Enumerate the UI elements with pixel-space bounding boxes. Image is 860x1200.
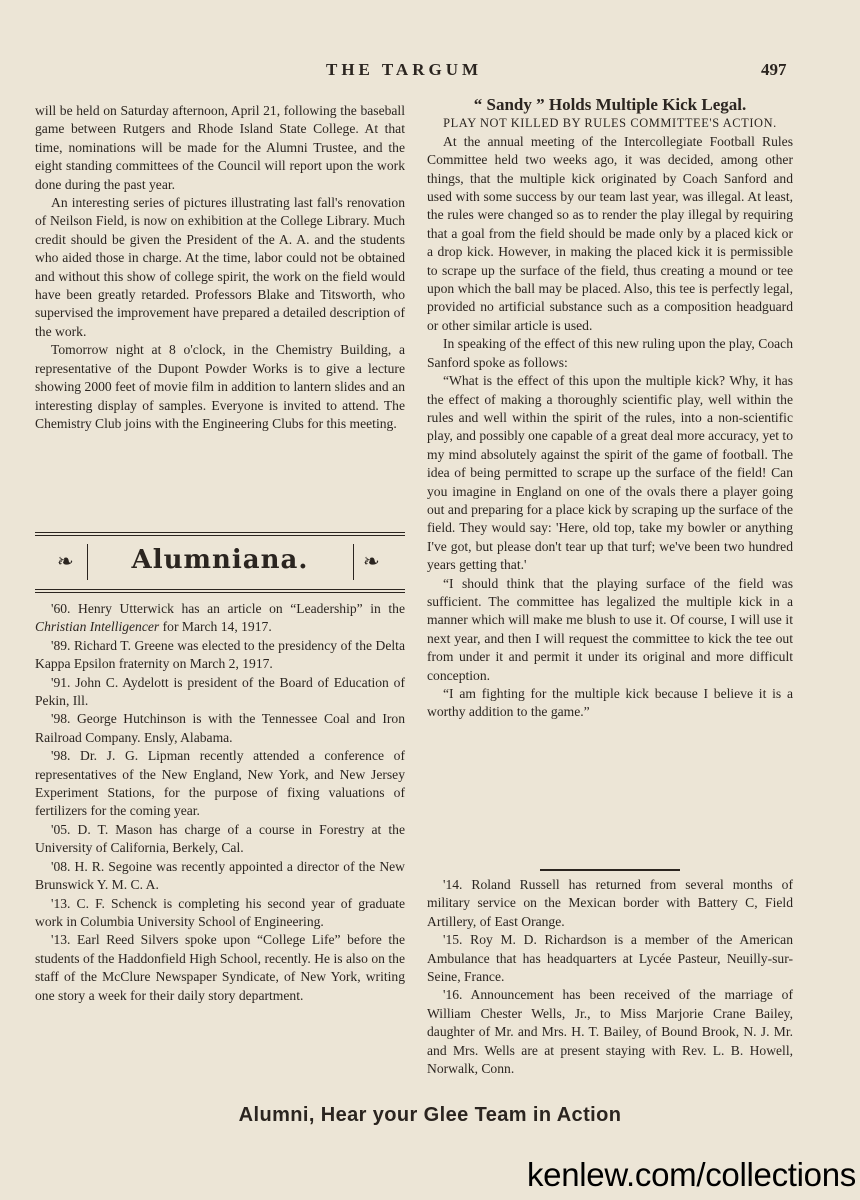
alumni-entry: '05. D. T. Mason has charge of a course in Forestry at the University of California, Berkely, Cal. — [35, 821, 405, 856]
alumni-entry: '98. Dr. J. G. Lipman recently attended a conference of representatives of the New England, New York, and New Jersey Experiment Stations, for the purpose of fixing valuations of fertilizers for the coming year. — [35, 748, 405, 819]
alumniana-heading-box — [35, 532, 405, 594]
glee-team-banner: Alumni, Hear your Glee Team in Action — [238, 1104, 622, 1126]
paragraph-council-meeting: will be held on Saturday afternoon, April 21, following the baseball game between Rutgers and Rhode Island State College. At that time, nominations will be made for the Alumni Trustee, and the eight standing committees of the Council will report upon the work done during the past year. — [35, 103, 405, 192]
paragraph-chemistry-lecture: Tomorrow night at 8 o'clock, in the Chemistry Building, a representative of the Dupont Powder Works is to give a lecture showing 2000 feet of movie film in addition to lantern slides and an interesting display of samples. Everyone is invited to attend. The Chemistry Club joins with the Engineering Clubs for this meeting. — [35, 342, 405, 431]
left-column — [35, 102, 405, 433]
alumni-entry: '08. H. R. Segoine was recently appointed a director of the New Brunswick Y. M. C. A. — [35, 858, 405, 893]
right-divider — [353, 544, 354, 580]
bottom-rule-double — [35, 592, 405, 593]
article-column — [427, 96, 793, 722]
top-rule-double — [35, 535, 405, 536]
alumni-note: '16. Announcement has been received of the marriage of William Chester Wells, Jr., to Miss Marjorie Crane Bailey, daughter of Mr. and Mrs. H. T. Bailey, of Bound Brook, N. J. Mr. and Mrs. Wells are at present staying with Rev. L. B. Howell, Norwalk, Conn. — [427, 987, 793, 1077]
alumni-note: '15. Roy M. D. Richardson is a member of the American Ambulance that has headquarters at Lycée Pasteur, Neuilly-sur-Seine, France. — [427, 932, 793, 985]
alumni-entry: '13. C. F. Schenck is completing his second year of graduate work in Columbia University School of Engineering. — [35, 895, 405, 929]
article-paragraph: At the annual meeting of the Intercollegiate Football Rules Committee held two weeks ago, it was decided, among other things, that the multiple kick originated by Coach Sanford and used with some success by our team last year, was illegal. At least, the rules were changed so as to render the play illegal by requiring that a goal from the field should be made only by a placed kick or a drop kick. However, in making the placed kick it is permissible to scrape up the surface of the field, thus creating a mound or tee upon which the ball may be placed. Also, this tee is perfectly legal, provided no artificial substance such as a composition headguard or other similar article is used. — [427, 133, 793, 333]
alumni-entry: '89. Richard T. Greene was elected to the presidency of the Delta Kappa Epsilon fraternity on March 2, 1917. — [35, 637, 405, 672]
running-head — [0, 60, 860, 84]
article-paragraph: “What is the effect of this upon the multiple kick? Why, it has the effect of making a thoroughly scientific play, well within the rules and well within the spirit of the rules, into a non-scientific play, and possibly one capable of a great deal more accuracy, yet to my mind absolutely against the spirit of the game of football. The idea of being permitted to scrape up the surface of the field! Can you imagine in England on one of the ovals there a player going out and preparing for a place kick by scraping up the surface of the field. They would say: 'Here, old top, take my bowler or anything I've got, but please don't tear up that turf; we've been two hundred years getting that.' — [427, 373, 793, 573]
article-paragraph: “I should think that the playing surface of the field was sufficient. The committee has legalized the multiple kick in a manner which will make me blush to use it. Of course, I will use it next year, and then I will request the committee to kick the tee out from under it and permit it under its original and more difficult conception. — [427, 575, 793, 683]
right-ornament-icon: ❧ — [363, 551, 380, 573]
collection-watermark: kenlew.com/collections — [526, 1156, 856, 1193]
masthead: THE TARGUM — [326, 60, 483, 79]
alumni-notes-column — [427, 876, 793, 1078]
section-separator — [540, 869, 680, 871]
alumniana-title: Alumniana. — [131, 545, 309, 575]
alumni-entry: '60. Henry Utterwick has an article on “Leadership” in the Christian Intelligencer for March 14, 1917. — [35, 601, 405, 635]
top-rule — [35, 532, 405, 533]
left-divider — [87, 544, 88, 580]
bottom-rule — [35, 589, 405, 590]
page-number: 497 — [761, 60, 787, 79]
alumniana-column — [35, 600, 405, 1005]
alumni-entry: '91. John C. Aydelott is president of the Board of Education of Pekin, Ill. — [35, 674, 405, 709]
paragraph-neilson-field: An interesting series of pictures illustrating last fall's renovation of Neilson Field, is now on exhibition at the College Library. Much credit should be given the President of the A. A. and the students who aided those in charge. At the time, labor could not be obtained and without this show of college spirit, the work on the field would have been greatly retarded. Professors Blake and Titsworth, who supervised the improvement have prepared a detailed description of the work. — [35, 195, 405, 339]
article-paragraph: “I am fighting for the multiple kick because I believe it is a worthy addition to the game.” — [427, 686, 793, 720]
alumni-note: '14. Roland Russell has returned from several months of military service on the Mexican border with Battery C, Field Artillery, of East Orange. — [427, 877, 793, 929]
left-ornament-icon: ❧ — [57, 551, 74, 573]
article-paragraph: In speaking of the effect of this new ruling upon the play, Coach Sanford spoke as follows: — [427, 336, 793, 370]
alumni-entry: '13. Earl Reed Silvers spoke upon “College Life” before the students of the Haddonfield High School, recently. He is also on the staff of the McClure Newspaper Syndicate, of New York, writing one story a week for their daily story department. — [35, 932, 405, 1003]
article-subtitle: PLAY NOT KILLED BY RULES COMMITTEE'S ACTION. — [443, 116, 777, 131]
article-title: “ Sandy ” Holds Multiple Kick Legal. — [473, 95, 747, 114]
alumni-entry: '98. George Hutchinson is with the Tennessee Coal and Iron Railroad Company. Ensly, Alabama. — [35, 711, 405, 745]
